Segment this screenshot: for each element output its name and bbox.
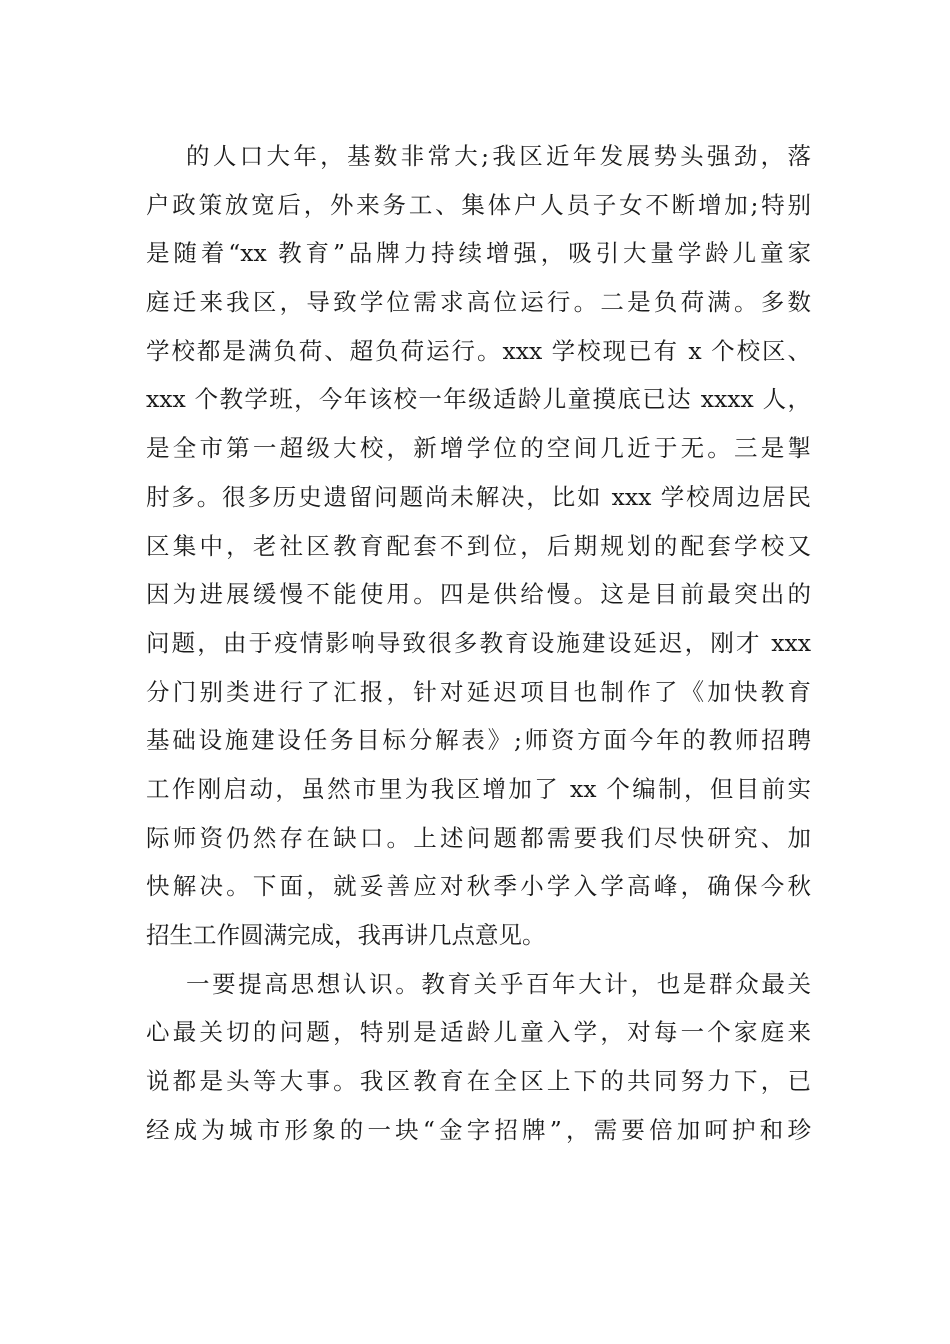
text-line: 的人口大年，基数非常大;我区近年发展势头强劲，落	[186, 142, 811, 170]
text-line: 肘多。很多历史遗留问题尚未解决，比如 xxx 学校周边居民	[146, 482, 811, 511]
text-line: 区集中，老社区教育配套不到位，后期规划的配套学校又	[146, 531, 811, 560]
text-line: 因为进展缓慢不能使用。四是供给慢。这是目前最突出的	[146, 580, 811, 609]
text-line: 是随着“xx 教育”品牌力持续增强，吸引大量学龄儿童家	[146, 239, 811, 268]
text-line: 分门别类进行了汇报，针对延迟项目也制作了《加快教育	[146, 677, 811, 706]
text-line: 招生工作圆满完成，我再讲几点意见。	[146, 921, 546, 949]
text-line: 户政策放宽后，外来务工、集体户人员子女不断增加;特别	[146, 190, 811, 219]
text-line: 际师资仍然存在缺口。上述问题都需要我们尽快研究、加	[146, 823, 811, 852]
paragraph-point-one	[146, 960, 811, 1155]
text-line: 庭迁来我区，导致学位需求高位运行。二是负荷满。多数	[146, 288, 811, 317]
paragraph-continuation	[146, 132, 811, 960]
text-line: 工作刚启动，虽然市里为我区增加了 xx 个编制，但目前实	[146, 774, 811, 803]
text-line: 基础设施建设任务目标分解表》;师资方面今年的教师招聘	[146, 726, 811, 755]
text-line: xxx 个教学班，今年该校一年级适龄儿童摸底已达 xxxx 人，	[146, 385, 811, 414]
text-line: 一要提高思想认识。教育关乎百年大计，也是群众最关	[186, 969, 811, 998]
text-line: 心最关切的问题，特别是适龄儿童入学，对每一个家庭来	[146, 1018, 811, 1047]
text-line: 快解决。下面，就妥善应对秋季小学入学高峰，确保今秋	[146, 872, 811, 901]
text-line: 问题，由于疫情影响导致很多教育设施建设延迟，刚才 xxx	[146, 628, 811, 657]
text-line: 经成为城市形象的一块“金字招牌”，需要倍加呵护和珍	[146, 1115, 811, 1144]
text-line: 学校都是满负荷、超负荷运行。xxx 学校现已有 x 个校区、	[146, 336, 811, 365]
document-body	[146, 132, 811, 1154]
text-line: 说都是头等大事。我区教育在全区上下的共同努力下，已	[146, 1067, 811, 1096]
text-line: 是全市第一超级大校，新增学位的空间几近于无。三是掣	[146, 434, 811, 463]
